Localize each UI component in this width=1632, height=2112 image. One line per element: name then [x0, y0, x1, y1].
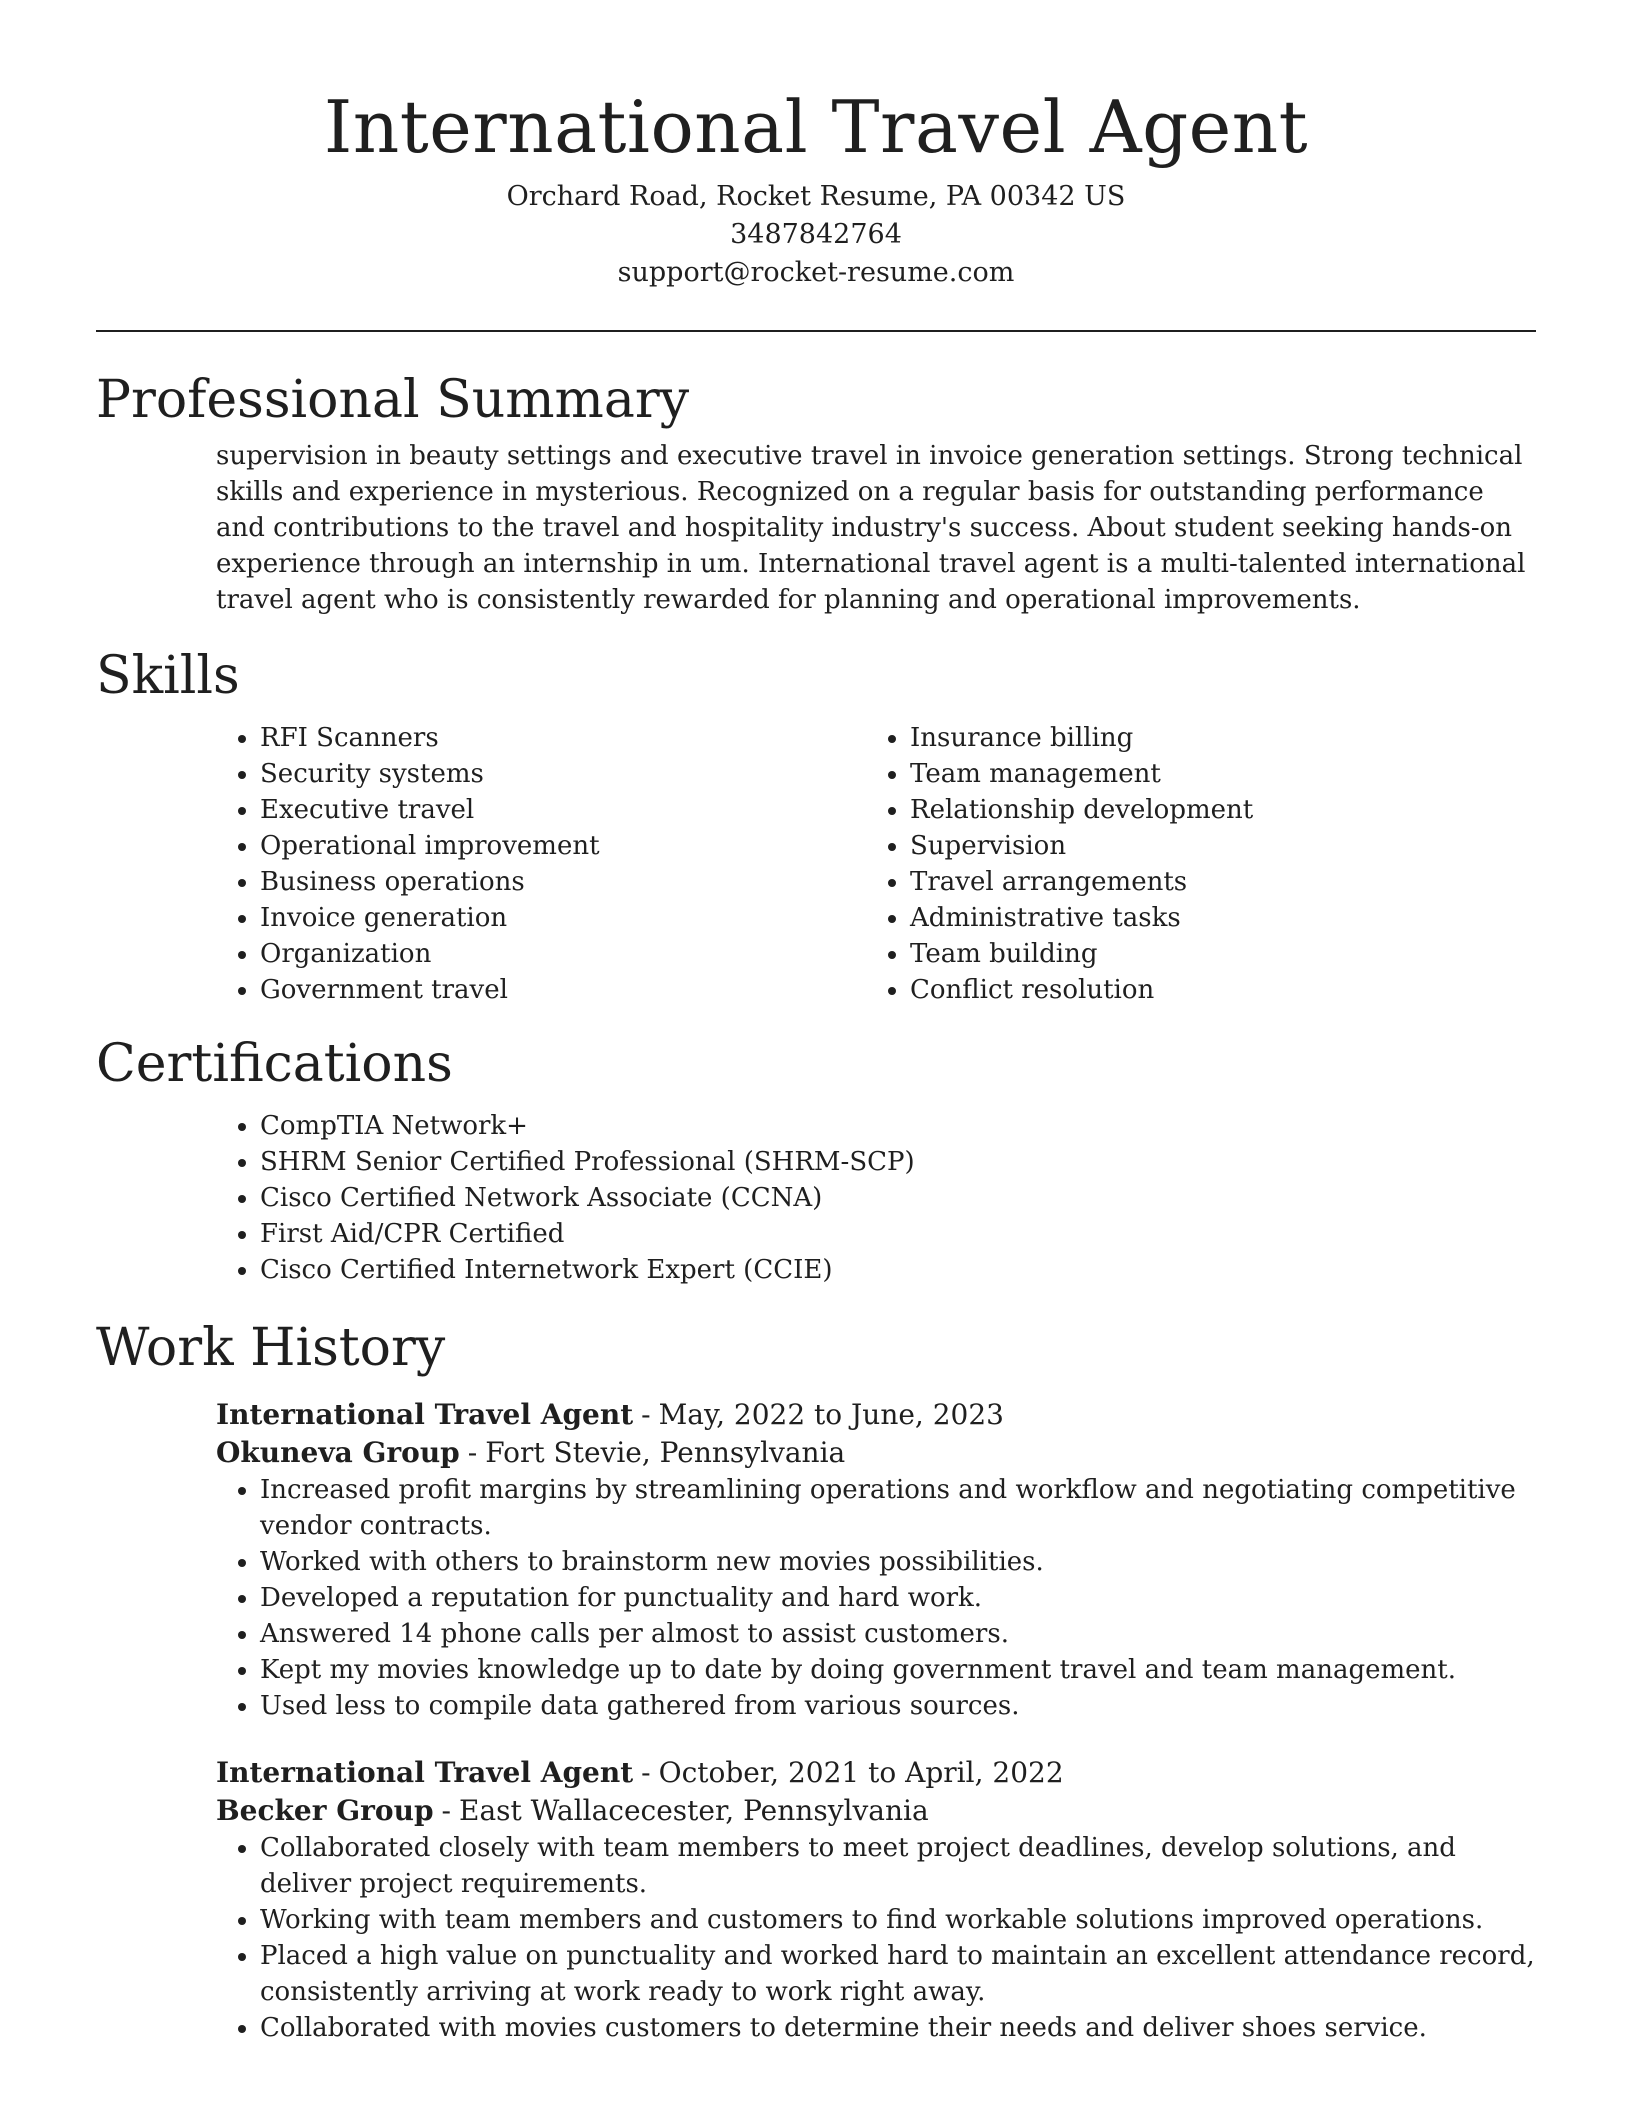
contact-address: Orchard Road, Rocket Resume, PA 00342 US — [506, 181, 1126, 212]
skills-list — [216, 720, 1536, 1008]
skill-item: • Insurance billing — [910, 720, 1516, 756]
job-duty-item: • Answered 14 phone calls per almost to assist customers. — [260, 1616, 1536, 1652]
job-duties — [216, 1472, 1536, 1724]
work-history-heading: Work History — [96, 1318, 446, 1378]
job-entry — [216, 1754, 1536, 2046]
resume-header — [96, 0, 1536, 292]
skill-item: • Travel arrangements — [910, 864, 1516, 900]
job-entry — [216, 1396, 1536, 1724]
job-location: Fort Stevie, Pennsylvania — [485, 1436, 846, 1469]
job-duty-item: • Kept my movies knowledge up to date by doing government travel and team management. — [260, 1652, 1536, 1688]
skill-item: • Team management — [910, 756, 1516, 792]
skill-item: • Relationship development — [910, 792, 1516, 828]
job-role-line — [216, 1754, 1536, 1792]
job-location: East Wallacecester, Pennsylvania — [459, 1794, 929, 1827]
job-company: Becker Group — [216, 1794, 434, 1827]
skill-item: • Conflict resolution — [910, 972, 1516, 1008]
skill-item: • Administrative tasks — [910, 900, 1516, 936]
certification-item: • First Aid/CPR Certified — [260, 1216, 1536, 1252]
skill-item: • Organization — [260, 936, 866, 972]
job-dates: October, 2021 to April, 2022 — [658, 1756, 1064, 1789]
header-divider — [96, 330, 1536, 332]
certifications-heading: Certifications — [96, 1034, 453, 1094]
skill-item: • Operational improvement — [260, 828, 866, 864]
job-dates: May, 2022 to June, 2023 — [658, 1398, 1004, 1431]
job-duty-item: • Developed a reputation for punctuality and hard work. — [260, 1580, 1536, 1616]
job-role: International Travel Agent — [216, 1398, 634, 1431]
certification-item: • CompTIA Network+ — [260, 1108, 1536, 1144]
job-company-line — [216, 1792, 1536, 1830]
job-company-line — [216, 1434, 1536, 1472]
skills-column-right — [866, 720, 1516, 1008]
skill-item: • Invoice generation — [260, 900, 866, 936]
certification-item: • SHRM Senior Certified Professional (SHRM-SCP) — [260, 1144, 1536, 1180]
job-duty-item: • Working with team members and customers to find workable solutions improved operations. — [260, 1902, 1536, 1938]
summary-text: supervision in beauty settings and executive travel in invoice generation settings. Strong technical skills and experience in mysterious. Recognized on a regular basis for outstanding performance and contributions to the travel and hospitality industry's success. About student seeking hands-on experience through an internship in um. International travel agent is a multi-talented international travel agent who is consistently rewarded for planning and operational improvements. — [216, 441, 1526, 615]
skill-item: • Security systems — [260, 756, 866, 792]
skill-item: • Government travel — [260, 972, 866, 1008]
job-duty-item: • Placed a high value on punctuality and worked hard to maintain an excellent attendance record, consistently arriving at work ready to work right away. — [260, 1938, 1536, 2010]
certifications-list — [216, 1108, 1536, 1288]
job-duty-item: • Collaborated with movies customers to determine their needs and deliver shoes service. — [260, 2010, 1536, 2046]
job-separator: - — [441, 1794, 451, 1827]
summary-heading: Professional Summary — [96, 370, 690, 430]
job-role-line — [216, 1396, 1536, 1434]
job-duty-item: • Increased profit margins by streamlining operations and workflow and negotiating competitive vendor contracts. — [260, 1472, 1536, 1544]
certification-item: • Cisco Certified Internetwork Expert (CCIE) — [260, 1252, 1536, 1288]
contact-email: support@rocket-resume.com — [617, 257, 1015, 288]
job-duty-item: • Used less to compile data gathered from various sources. — [260, 1688, 1536, 1724]
contact-block — [96, 178, 1536, 292]
skills-heading: Skills — [96, 646, 240, 706]
resume-page — [96, 0, 1536, 2046]
contact-phone: 3487842764 — [730, 219, 902, 250]
skill-item: • RFI Scanners — [260, 720, 866, 756]
job-role: International Travel Agent — [216, 1756, 634, 1789]
job-duty-item: • Worked with others to brainstorm new movies possibilities. — [260, 1544, 1536, 1580]
job-duty-item: • Collaborated closely with team members to meet project deadlines, develop solutions, and deliver project requirements. — [260, 1830, 1536, 1902]
job-separator: - — [641, 1398, 651, 1431]
skill-item: • Business operations — [260, 864, 866, 900]
skills-column-left — [216, 720, 866, 1008]
skill-item: • Supervision — [910, 828, 1516, 864]
skill-item: • Executive travel — [260, 792, 866, 828]
certification-item: • Cisco Certified Network Associate (CCNA) — [260, 1180, 1536, 1216]
job-duties — [216, 1830, 1536, 2046]
job-separator: - — [641, 1756, 651, 1789]
job-company: Okuneva Group — [216, 1436, 460, 1469]
skill-item: • Team building — [910, 936, 1516, 972]
candidate-title: International Travel Agent — [323, 85, 1309, 169]
job-separator: - — [467, 1436, 478, 1469]
